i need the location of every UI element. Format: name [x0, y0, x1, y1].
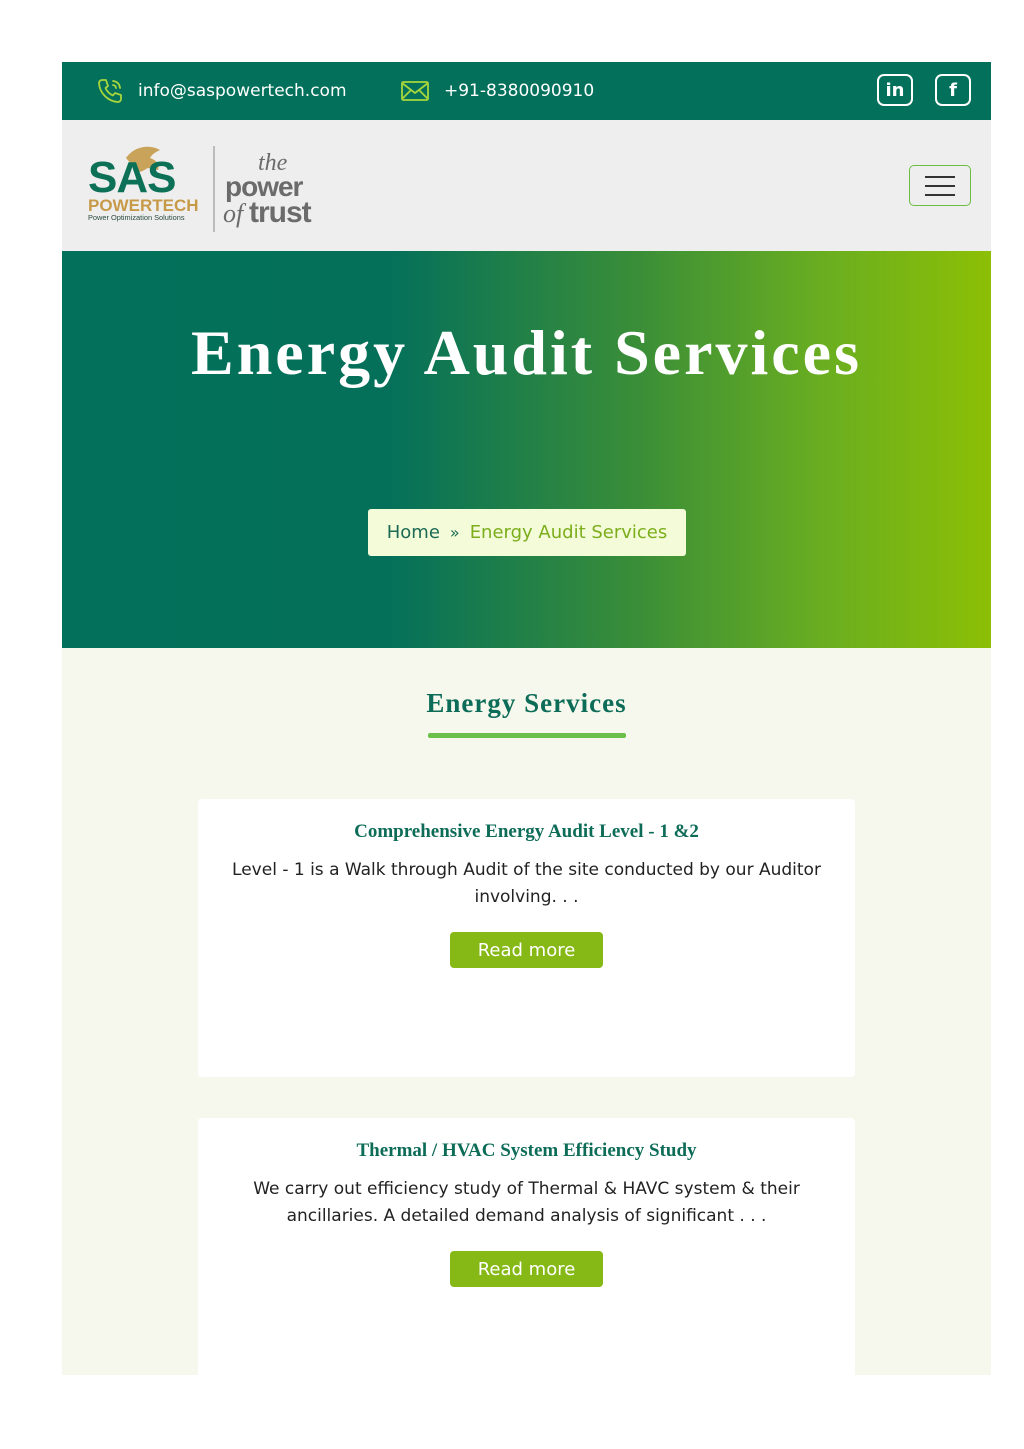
facebook-icon: f [949, 79, 957, 101]
service-card-title: Comprehensive Energy Audit Level - 1 &2 [354, 821, 699, 842]
email-link[interactable] [96, 62, 347, 120]
facebook-button[interactable] [935, 74, 971, 106]
logo-sub: POWERTECH [88, 196, 199, 215]
top-contact-bar [62, 62, 991, 120]
linkedin-button[interactable] [877, 74, 913, 106]
title-underline [428, 733, 626, 738]
breadcrumb-home-link[interactable]: Home [386, 522, 440, 543]
breadcrumb-separator-icon: » [449, 523, 460, 542]
slogan-of: of [223, 199, 244, 228]
hero-banner [62, 251, 991, 648]
logo-text: SAS [88, 153, 176, 202]
site-header [62, 120, 991, 251]
slogan-power: power [225, 171, 303, 202]
email-text: info@saspowertech.com [138, 81, 347, 101]
breadcrumb-current: Energy Audit Services [469, 522, 668, 543]
service-card [198, 1118, 855, 1375]
menu-toggle-button[interactable] [909, 165, 971, 206]
service-card-title: Thermal / HVAC System Efficiency Study [356, 1140, 697, 1161]
page-title: Energy Audit Services [191, 317, 862, 388]
logo-tagline: Power Optimization Solutions [88, 213, 185, 222]
sas-powertech-logo[interactable] [86, 138, 318, 236]
slogan-the: the [258, 150, 288, 176]
phone-call-icon [96, 77, 124, 105]
service-card-description: Level - 1 is a Walk through Audit of the site conducted by our Auditor involving. . . [232, 860, 821, 907]
section-title: Energy Services [426, 688, 627, 718]
read-more-button[interactable]: Read more [450, 1251, 603, 1287]
page-frame [62, 62, 991, 1375]
service-card-description: We carry out efficiency study of Thermal & HAVC system & their ancillaries. A detailed demand analysis of significant . . . [253, 1179, 800, 1226]
envelope-icon [400, 79, 430, 103]
read-more-button[interactable]: Read more [450, 932, 603, 968]
breadcrumb [368, 509, 686, 556]
service-card [198, 799, 855, 1077]
linkedin-icon: in [885, 79, 905, 101]
hamburger-icon [925, 176, 955, 178]
slogan-trust: trust [249, 196, 311, 229]
phone-link[interactable] [400, 62, 594, 120]
phone-text: +91-8380090910 [444, 81, 595, 101]
